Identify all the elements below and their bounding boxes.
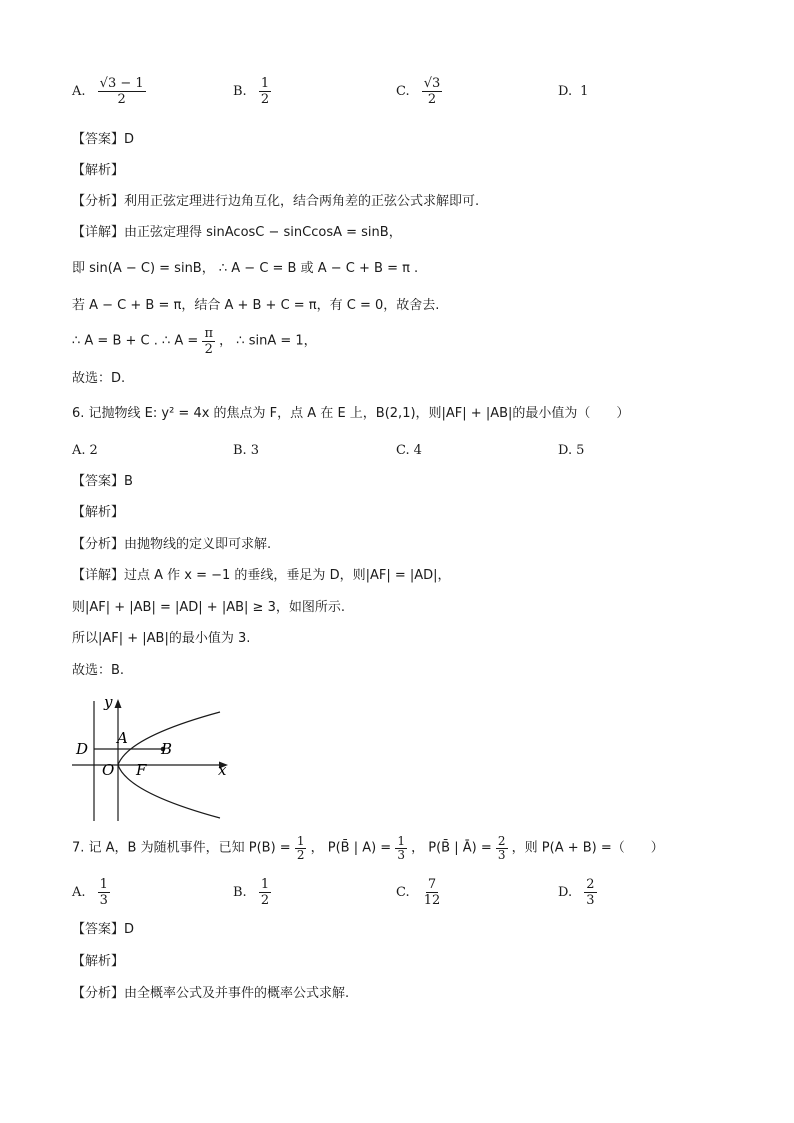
q5-option-b-label: B. xyxy=(233,84,247,99)
q5-xiangjie-2: 即 sin(A − C) = sinB， ∴ A − C = B 或 A − C + B = π . xyxy=(72,261,419,276)
q5-xiangjie-3: 若 A − C + B = π，结合 A + B + C = π，有 C = 0，故舍去. xyxy=(72,298,440,313)
q6-parabola-figure xyxy=(68,693,238,823)
q6-option-c-text: 4 xyxy=(413,443,422,458)
q5-option-b-fraction xyxy=(259,76,271,107)
q7-fraction-3 xyxy=(496,835,508,862)
q5-xiangjie-4a: ∴ A = B + C . ∴ A = xyxy=(72,333,199,349)
q7-option-d-fraction xyxy=(584,877,596,908)
q7-option-d-label: D. xyxy=(558,885,573,900)
q6-conclusion: 故选：B. xyxy=(72,663,125,678)
q7-stem-c: ， P(B̄ | Ā) = xyxy=(411,840,492,856)
q5-option-c-den: 2 xyxy=(427,92,437,107)
q5-option-d xyxy=(558,84,588,99)
q5-option-b-den: 2 xyxy=(260,92,270,107)
q7-fraction-2-num: 1 xyxy=(397,834,405,848)
q6-option-a-text: 2 xyxy=(89,443,98,458)
q5-option-d-label: D. xyxy=(558,84,573,99)
q5-option-a-fraction xyxy=(98,76,146,107)
q7-stem-b: ， P(B̄ | A) = xyxy=(310,840,392,856)
q5-fenxi: 【分析】利用正弦定理进行边角互化，结合两角差的正弦公式求解即可. xyxy=(72,194,480,209)
q7-fraction-3-den: 3 xyxy=(497,848,506,862)
q5-answer: 【答案】D xyxy=(72,132,135,147)
q5-option-a xyxy=(72,76,146,107)
q5-option-c-label: C. xyxy=(396,84,410,99)
q7-analysis-title: 【解析】 xyxy=(72,954,125,969)
q5-option-a-label: A. xyxy=(72,84,86,99)
label-a: A xyxy=(117,729,128,747)
q6-xiangjie-3: 所以|AF| + |AB|的最小值为 3. xyxy=(72,631,251,646)
q7-stem xyxy=(72,835,664,862)
label-y: y xyxy=(104,693,113,711)
y-axis-arrow-icon xyxy=(115,699,122,708)
q5-xiangjie-4-fraction xyxy=(202,326,215,357)
q5-option-c-fraction xyxy=(422,76,443,107)
q6-option-d xyxy=(558,443,584,458)
label-b: B xyxy=(161,740,173,758)
q6-option-d-label: D. xyxy=(558,443,573,458)
q7-option-a-fraction xyxy=(98,877,110,908)
q7-fraction-2 xyxy=(395,835,407,862)
q6-xiangjie-1: 【详解】过点 A 作 x = −1 的垂线，垂足为 D，则|AF| = |AD|， xyxy=(72,568,451,583)
q6-option-c-label: C. xyxy=(396,443,410,458)
q5-xiangjie-4-den: 2 xyxy=(204,342,213,357)
q5-option-c-num: √3 xyxy=(423,76,441,91)
q6-option-b-label: B. xyxy=(233,443,247,458)
q6-answer: 【答案】B xyxy=(72,474,133,489)
q7-fraction-1-den: 2 xyxy=(296,848,305,862)
q6-option-b-text: 3 xyxy=(250,443,259,458)
q7-option-c-fraction xyxy=(422,877,443,908)
q7-option-b-num: 1 xyxy=(260,877,270,892)
q7-stem-a: 7. 记 A，B 为随机事件，已知 P(B) = xyxy=(72,840,291,856)
q6-option-a xyxy=(72,443,98,458)
q7-fenxi: 【分析】由全概率公式及并事件的概率公式求解. xyxy=(72,986,350,1001)
q5-option-a-num: √3 − 1 xyxy=(99,76,144,91)
q6-option-b xyxy=(233,443,259,458)
q7-option-a-num: 1 xyxy=(99,877,108,892)
q5-xiangjie-4b: ， ∴ sinA = 1， xyxy=(219,333,317,349)
label-o: O xyxy=(102,761,115,779)
q7-option-d-den: 3 xyxy=(586,893,595,908)
q5-xiangjie-4 xyxy=(72,326,317,357)
label-d: D xyxy=(76,740,89,758)
q5-xiangjie-4-num: π xyxy=(204,326,214,341)
q6-stem: 6. 记抛物线 E: y² = 4x 的焦点为 F，点 A 在 E 上，B(2,1)，则|AF| + |AB|的最小值为（ ） xyxy=(72,406,630,421)
q7-option-b-den: 2 xyxy=(260,893,270,908)
q7-option-c-den: 12 xyxy=(423,893,441,908)
q7-option-d-num: 2 xyxy=(586,877,595,892)
q7-answer: 【答案】D xyxy=(72,922,135,937)
q7-option-b-fraction xyxy=(259,877,271,908)
q6-option-a-label: A. xyxy=(72,443,86,458)
q5-option-b-num: 1 xyxy=(260,76,270,91)
q5-analysis-title: 【解析】 xyxy=(72,163,125,178)
q7-option-d xyxy=(558,877,597,908)
q7-option-b-label: B. xyxy=(233,885,247,900)
q5-xiangjie-1: 【详解】由正弦定理得 sinAcosC − sinCcosA = sinB， xyxy=(72,225,402,240)
q7-option-a xyxy=(72,877,110,908)
q7-option-a-label: A. xyxy=(72,885,86,900)
q6-analysis-title: 【解析】 xyxy=(72,505,125,520)
q5-option-d-text: 1 xyxy=(580,84,589,99)
label-x: x xyxy=(218,761,227,779)
q7-option-c-num: 7 xyxy=(427,877,437,892)
q7-fraction-1-num: 1 xyxy=(296,834,305,848)
q7-option-b xyxy=(233,877,271,908)
q6-option-c xyxy=(396,443,422,458)
q7-fraction-3-num: 2 xyxy=(497,834,506,848)
q5-conclusion: 故选：D. xyxy=(72,371,126,386)
q7-fraction-1 xyxy=(295,835,307,862)
q7-stem-d: ，则 P(A + B) =（ ） xyxy=(511,840,664,856)
q5-option-c xyxy=(396,76,442,107)
q6-option-d-text: 5 xyxy=(576,443,585,458)
q6-fenxi: 【分析】由抛物线的定义即可求解. xyxy=(72,537,272,552)
q6-xiangjie-2: 则|AF| + |AB| = |AD| + |AB| ≥ 3，如图所示. xyxy=(72,600,345,615)
q7-option-c xyxy=(396,877,442,908)
label-f: F xyxy=(136,761,147,779)
q7-option-c-label: C. xyxy=(396,885,410,900)
q7-option-a-den: 3 xyxy=(99,893,108,908)
q5-option-a-den: 2 xyxy=(117,92,126,107)
q5-option-b xyxy=(233,76,271,107)
q7-fraction-2-den: 3 xyxy=(397,848,405,862)
